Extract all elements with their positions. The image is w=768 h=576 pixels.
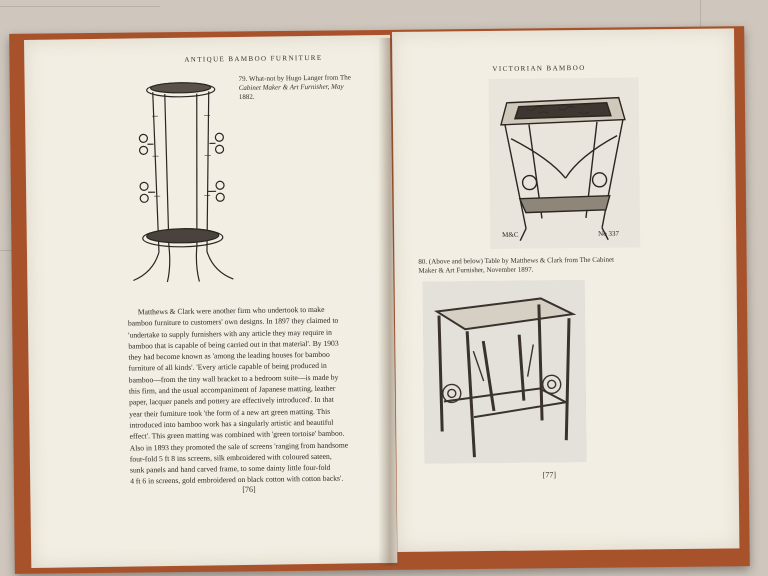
- body-line: paper, lacquer panels and pottery are effectively introduced'. In that: [129, 395, 334, 407]
- table-photograph: [423, 280, 587, 464]
- right-running-head: VICTORIAN BAMBOO: [492, 63, 586, 73]
- body-line: they had become known as 'among the leading houses for bamboo: [128, 349, 330, 362]
- left-page: [24, 35, 397, 568]
- floor-seam: [0, 6, 160, 7]
- body-line: four-fold 5 ft 8 ins screens, silk embroidered with coloured sateen,: [129, 451, 332, 464]
- body-line: this firm, and the usual accompaniment of Japanese matting, leather: [128, 383, 336, 396]
- left-running-head: ANTIQUE BAMBOO FURNITURE: [184, 53, 323, 64]
- right-folio: [77]: [542, 470, 557, 480]
- body-line: bamboo that is capable of being carried out in that material'. By 1903: [128, 338, 339, 351]
- body-line: 4 ft 6 in screens, gold embroidered on black cotton with cotton backs'.: [130, 474, 344, 487]
- caption-80: [418, 255, 718, 276]
- body-line: sunk panels and hand carved frame, to some dainty little four-fold: [129, 462, 331, 475]
- left-folio: [76]: [242, 484, 256, 494]
- body-line: Also in 1893 they promoted the sale of screens 'ranging from handsome: [129, 440, 349, 453]
- body-line: introduced into bamboo work has a singularly artistic and beautiful: [129, 417, 334, 430]
- table-engraving-photo: [488, 77, 640, 249]
- body-line: Matthews & Clark were another firm who undertook to make: [137, 304, 325, 317]
- caption-line: 79. What-not by Hugo Langer from The: [238, 73, 351, 84]
- right-page: [392, 28, 739, 552]
- whatnot-engraving: [121, 75, 242, 287]
- body-line: furniture of all kinds'. 'Every article capable of being produced in: [128, 361, 327, 374]
- body-line: 'undertake to supply furnishers with any article they may require in: [128, 327, 332, 340]
- caption-line: Maker & Art Furnisher, November 1897.: [418, 265, 534, 275]
- body-text: [128, 303, 382, 487]
- engraving-maker-mark: M&C: [502, 230, 519, 239]
- body-line: bamboo furniture to customers' own designs. In 1897 they claimed to: [127, 315, 339, 328]
- caption-79: [239, 73, 379, 102]
- caption-line: 80. (Above and below) Table by Matthews & Clark from The Cabinet: [418, 255, 615, 266]
- caption-line: Cabinet Maker & Art Furnisher, May: [238, 82, 344, 93]
- caption-line: 1882.: [238, 92, 255, 102]
- body-line: bamboo—from the tiny wall bracket to a bedroom suite—is made by: [128, 372, 339, 385]
- body-line: effect'. This green matting was combined with 'green tortoise' bamboo.: [129, 428, 345, 441]
- body-line: year their furniture took 'the form of a new art green matting. This: [129, 406, 331, 419]
- engraving-number-mark: No 337: [598, 229, 619, 238]
